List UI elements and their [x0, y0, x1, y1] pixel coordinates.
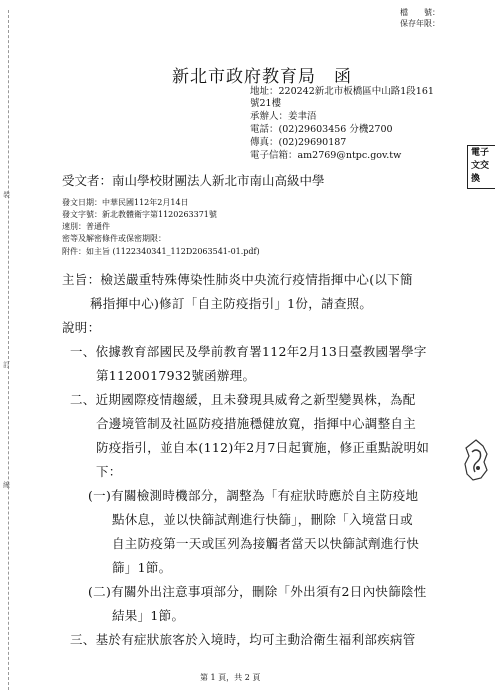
sub-item-1-line-3: 自主防疫第一天或匡列為接觸者當天以快篩試劑進行快 [112, 536, 420, 551]
item-1-line-1: 一、依據教育部國民及學前教育署112年2月13日臺教國署學字 [70, 344, 427, 359]
stamp-line-1: 電子 [471, 148, 490, 158]
subject-line-2: 稱指揮中心)修訂「自主防疫指引」1份，請查照。 [90, 296, 373, 311]
sub-item-2-line-1: (二)有關外出注意事項部分，刪除「外出須有2日內快篩陰性 [88, 584, 427, 599]
issue-number: 發文字號：新北教體衛字第1120263371號 [62, 210, 217, 219]
item-2-line-2: 合邊境管制及社區防疫措施穩健放寬，指揮中心調整自主 [96, 416, 417, 431]
subject-line-1: 主旨：檢送嚴重特殊傳染性肺炎中央流行疫情指揮中心(以下簡 [62, 272, 413, 287]
exchange-stamp [467, 145, 495, 189]
margin-mark-2: 訂 [3, 361, 10, 369]
sender-email: 電子信箱：am2769@ntpc.gov.tw [250, 150, 402, 161]
document-title: 新北市政府教育局 函 [172, 67, 352, 87]
margin-mark-1: 裝 [3, 191, 10, 199]
sender-contact: 承辦人：姜聿浯 [250, 111, 317, 122]
item-2-line-3: 防疫指引，並自本(112)年2月7日起實施，修正重點說明如 [96, 440, 430, 455]
sender-address: 地址：220242新北市板橋區中山路1段161 [250, 86, 434, 97]
file-number-label: 檔 號： [400, 8, 440, 17]
secrecy-level: 密等及解密條件或保密期限： [62, 234, 166, 243]
issue-date: 發文日期：中華民國112年2月14日 [62, 198, 189, 207]
sub-item-2-line-2: 結果」1節。 [112, 608, 185, 623]
stamp-line-3: 換 [471, 174, 481, 184]
seal-stamp-icon [463, 438, 489, 482]
sub-item-1-line-4: 篩」1節。 [112, 560, 172, 575]
item-2-line-4: 下： [96, 464, 122, 479]
sub-item-1-line-2: 點休息，並以快篩試劑進行快篩」，刪除「入境當日或 [112, 512, 413, 527]
sub-item-1-line-1: (一)有關檢測時機部分，調整為「有症狀時應於自主防疫地 [88, 488, 419, 503]
item-2-line-1: 二、近期國際疫情趨緩，且未發現具威脅之新型變異株，為配 [70, 392, 416, 407]
retention-label: 保存年限： [400, 19, 440, 28]
binding-line [8, 10, 9, 690]
speed-class: 速別：普通件 [62, 222, 110, 231]
page-footer: 第 1 頁，共 2 頁 [200, 673, 261, 682]
sender-phone: 電話：(02)29603456 分機2700 [250, 124, 393, 135]
stamp-line-2: 文交 [471, 161, 490, 171]
item-1-line-2: 第1120017932號函辦理。 [96, 368, 256, 383]
attachment-link[interactable]: 附件：如主旨 (1122340341_112D2063541-01.pdf) [62, 247, 260, 256]
item-3-line-1: 三、基於有症狀旅客於入境時，均可主動洽衛生福利部疾病管 [70, 632, 416, 647]
explanation-label: 說明： [62, 320, 101, 335]
recipient: 受文者：南山學校財團法人新北市南山高級中學 [62, 173, 325, 188]
margin-mark-3: 線 [3, 481, 10, 489]
sender-address-cont: 號21樓 [250, 98, 282, 109]
sender-fax: 傳真：(02)29690187 [250, 137, 347, 148]
